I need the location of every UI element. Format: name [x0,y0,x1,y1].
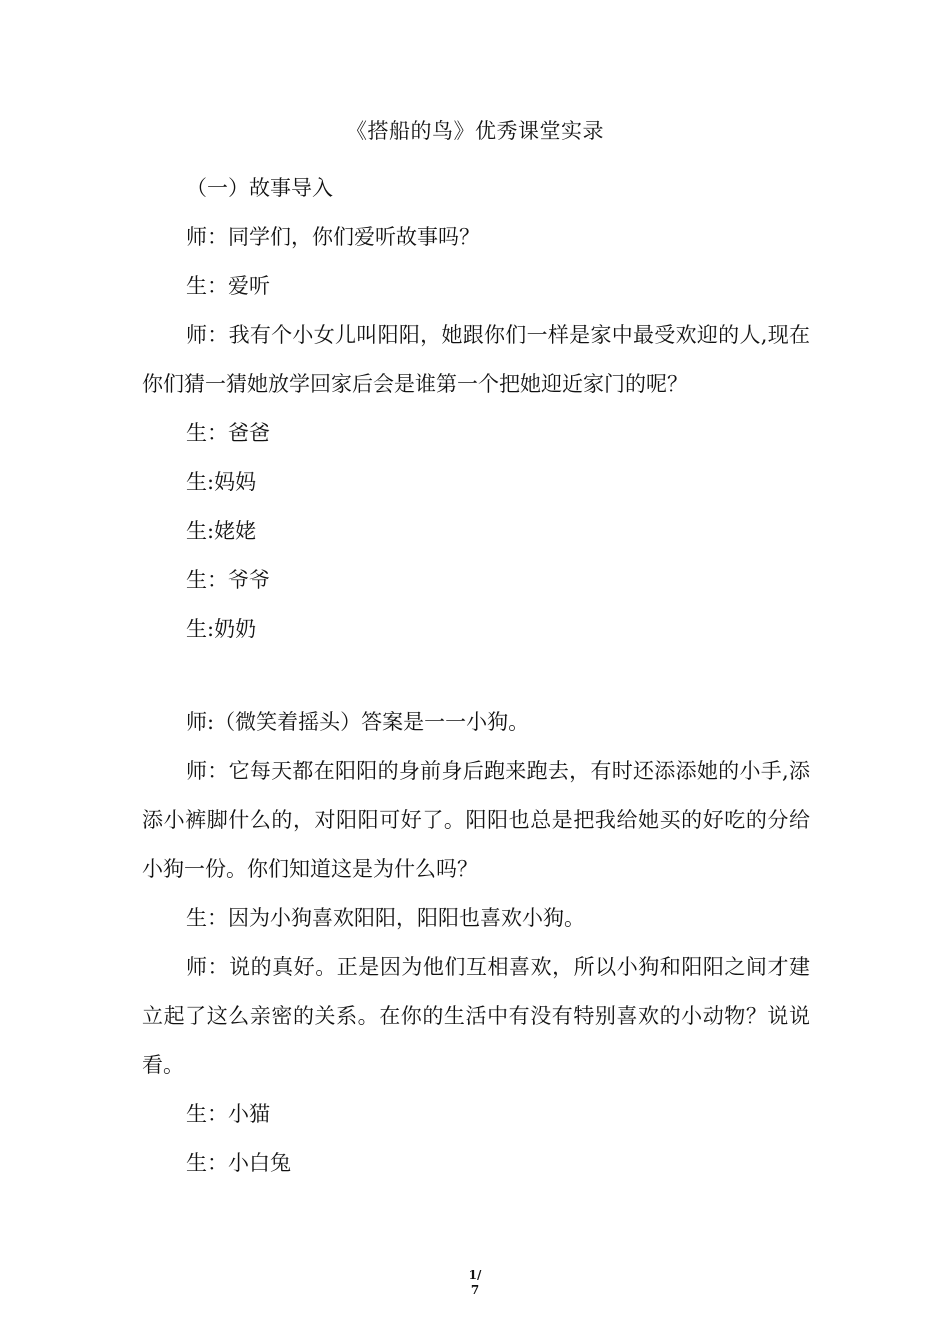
paragraph: 生:奶奶 [186,617,257,641]
paragraph: 生:妈妈 [186,470,257,494]
section-heading: （一）故事导入 [186,176,333,200]
page-number-current: 1/ [468,1268,482,1282]
document-body [142,164,810,1188]
page-number-total: 7 [470,1283,480,1297]
page-number [0,1268,950,1298]
paragraph: 师：说的真好。正是因为他们互相喜欢，所以小狗和阳阳之间才建立起了这么亲密的关系。在你的生活中有没有特别喜欢的小动物？说说看。 [142,955,810,1077]
paragraph: 师：我有个小女儿叫阳阳，她跟你们一样是家中最受欢迎的人,现在你们猜一猜她放学回家后会是谁第一个把她迎近家门的呢？ [142,323,810,396]
paragraph: 生：小猫 [186,1102,270,1126]
paragraph: 生：爷爷 [186,568,270,592]
paragraph: 师：它每天都在阳阳的身前身后跑来跑去，有时还添添她的小手,添添小裤脚什么的，对阳阳可好了。阳阳也总是把我给她买的好吃的分给小狗一份。你们知道这是为什么吗？ [142,759,810,881]
paragraph: 师:（微笑着摇头）答案是一一小狗。 [186,710,530,734]
paragraph: 生：爱听 [186,274,270,298]
paragraph: 生:姥姥 [186,519,257,543]
paragraph: 生：小白兔 [186,1151,291,1175]
paragraph: 师：同学们，你们爱听故事吗？ [186,225,480,249]
document-title: 《搭船的鸟》优秀课堂实录 [346,119,604,143]
paragraph: 生：爸爸 [186,421,270,445]
paragraph-gap [142,654,810,698]
paragraph: 生：因为小狗喜欢阳阳，阳阳也喜欢小狗。 [186,906,585,930]
